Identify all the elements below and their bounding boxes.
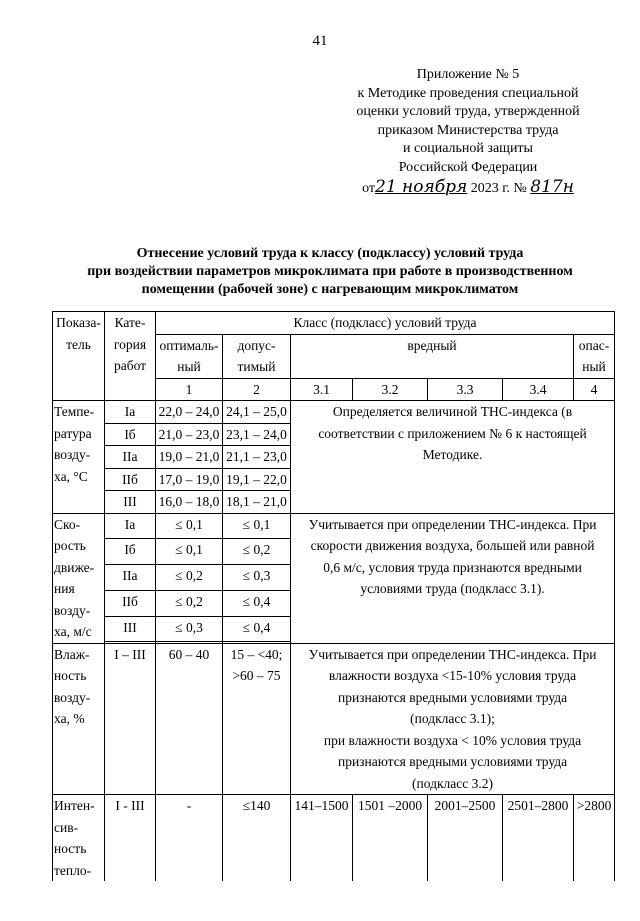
category-cell: I - III <box>105 795 156 882</box>
optimal-cell: 16,0 – 18,0 <box>156 491 223 514</box>
table-row <box>53 401 615 424</box>
label-text: возду- <box>54 602 91 618</box>
appendix-line: и социальной защиты <box>403 141 533 157</box>
header-text: Показа- <box>56 315 101 330</box>
category-cell: Iб <box>105 539 156 565</box>
permissible-cell: 24,1 – 25,0 <box>223 401 291 424</box>
header-num: 4 <box>574 378 615 401</box>
optimal-cell: - <box>156 795 223 882</box>
category-cell: I – III <box>105 643 156 795</box>
label-text: Интен- <box>54 798 95 813</box>
date-prefix: от <box>362 180 375 196</box>
header-optimal <box>156 334 223 378</box>
optimal-cell: ≤ 0,3 <box>156 616 223 642</box>
permissible-cell: ≤ 0,2 <box>223 539 291 565</box>
header-text: работ <box>113 358 147 373</box>
note-line: соответствии с приложением № 6 к настоящей <box>318 425 587 441</box>
label-text: рость <box>54 538 86 553</box>
note-line: Учитывается при определении ТНС-индекса. При <box>308 516 597 532</box>
permissible-cell: ≤ 0,4 <box>223 590 291 616</box>
category-cell: Iа <box>105 401 156 424</box>
note-line: условиями труда (подкласс 3.1). <box>360 581 545 596</box>
category-cell: III <box>105 616 156 642</box>
header-text: тимый <box>237 359 276 374</box>
header-indicator <box>53 312 105 401</box>
header-text: ный <box>177 359 201 374</box>
appendix-date-line <box>330 178 606 199</box>
header-text: Кате- <box>114 315 146 330</box>
header-permissible <box>223 334 291 378</box>
note-line: влажности воздуха <15-10% условия труда <box>328 668 577 683</box>
header-category <box>105 312 156 401</box>
header-text: тель <box>66 336 91 352</box>
handwritten-date: 21 ноября <box>375 176 468 197</box>
header-class-group: Класс (подкласс) условий труда <box>156 312 615 335</box>
label-text: движе- <box>54 559 95 575</box>
category-cell: III <box>105 491 156 514</box>
title-line: при воздействии параметров микроклимата при работе в производственном <box>87 264 573 279</box>
class-33-cell: 2001–2500 <box>428 795 503 882</box>
optimal-cell: 21,0 – 23,0 <box>156 423 223 446</box>
table-row <box>53 795 615 882</box>
speed-label <box>53 513 105 643</box>
appendix-line: Приложение № 5 <box>416 67 520 82</box>
permissible-line: 15 – <40; <box>230 646 283 662</box>
note-line: Учитывается при определении ТНС-индекса. При <box>308 646 597 662</box>
microclimate-table <box>52 311 615 881</box>
note-line: Определяется величиной ТНС-индекса (в <box>332 404 573 419</box>
appendix-line: Российской Федерации <box>398 159 538 175</box>
note-line: Методике. <box>422 447 483 462</box>
label-text: тепло- <box>54 862 92 878</box>
humidity-note <box>291 643 615 795</box>
permissible-cell: 19,1 – 22,0 <box>223 468 291 491</box>
table-row <box>53 513 615 539</box>
label-text: ратура <box>54 425 92 441</box>
document-title <box>40 245 620 299</box>
header-num: 2 <box>223 378 291 401</box>
header-text: опас- <box>578 337 610 353</box>
optimal-cell: 22,0 – 24,0 <box>156 401 223 424</box>
permissible-cell: ≤ 0,3 <box>223 565 291 591</box>
optimal-cell: 60 – 40 <box>156 643 223 795</box>
label-text: ность <box>54 841 87 856</box>
speed-note <box>291 513 615 643</box>
note-line: (подкласс 3.2) <box>412 775 494 791</box>
table-row <box>53 643 615 795</box>
class-4-cell: >2800 <box>574 795 615 882</box>
header-text: оптималь- <box>159 337 219 353</box>
temperature-label <box>53 401 105 514</box>
header-num: 3.3 <box>428 378 503 401</box>
note-line: при влажности воздуха < 10% условия труда <box>323 732 582 748</box>
note-line: скорости движения воздуха, большей или равной <box>310 538 595 553</box>
header-text: ный <box>582 359 606 374</box>
handwritten-order-number: 817н <box>530 176 574 197</box>
permissible-cell: 18,1 – 21,0 <box>223 491 291 514</box>
header-row <box>53 312 615 335</box>
appendix-line: к Методике проведения специальной <box>357 85 579 101</box>
label-text: ность <box>54 668 87 683</box>
appendix-line: оценки условий труда, утвержденной <box>356 104 580 120</box>
optimal-cell: ≤ 0,1 <box>156 513 223 539</box>
optimal-cell: ≤ 0,1 <box>156 539 223 565</box>
category-cell: IIб <box>105 590 156 616</box>
label-text: сив- <box>54 819 79 835</box>
temperature-note <box>291 401 615 514</box>
category-cell: IIб <box>105 468 156 491</box>
optimal-cell: ≤ 0,2 <box>156 590 223 616</box>
permissible-cell <box>223 643 291 795</box>
page-number: 41 <box>312 33 328 49</box>
label-text: возду- <box>54 689 91 705</box>
class-31-cell: 141–1500 <box>291 795 353 882</box>
date-suffix: 2023 г. № <box>470 180 527 196</box>
humidity-label <box>53 643 105 795</box>
note-line: признаются вредными условиями труда <box>337 754 568 769</box>
header-num: 3.4 <box>503 378 574 401</box>
header-text: гория <box>113 336 147 352</box>
optimal-cell: 17,0 – 19,0 <box>156 468 223 491</box>
label-text: Влаж- <box>54 646 90 662</box>
label-text: возду- <box>54 447 91 462</box>
label-text: Ско- <box>54 516 81 532</box>
label-text: ха, м/с <box>54 624 92 639</box>
header-num: 1 <box>156 378 223 401</box>
note-line: 0,6 м/с, условия труда признаются вредными <box>323 559 582 575</box>
category-cell: Iб <box>105 423 156 446</box>
label-text: ния <box>54 581 75 596</box>
category-cell: IIа <box>105 565 156 591</box>
optimal-cell: ≤ 0,2 <box>156 565 223 591</box>
class-32-cell: 1501 –2000 <box>353 795 428 882</box>
permissible-cell: ≤ 0,1 <box>223 513 291 539</box>
permissible-cell: 23,1 – 24,0 <box>223 423 291 446</box>
appendix-line: приказом Министерства труда <box>377 122 559 138</box>
optimal-cell: 19,0 – 21,0 <box>156 446 223 469</box>
permissible-line: >60 – 75 <box>232 668 281 683</box>
label-text: ха, % <box>54 711 85 726</box>
label-text: ха, °С <box>54 468 88 484</box>
header-harmful: вредный <box>291 334 574 378</box>
category-cell: IIа <box>105 446 156 469</box>
header-num: 3.1 <box>291 378 353 401</box>
title-line: помещении (рабочей зоне) с нагревающим микроклиматом <box>141 282 519 297</box>
header-num: 3.2 <box>353 378 428 401</box>
class-34-cell: 2501–2800 <box>503 795 574 882</box>
label-text: Темпе- <box>54 404 94 419</box>
header-dangerous <box>574 334 615 378</box>
title-line: Отнесение условий труда к классу (подклассу) условий труда <box>136 246 524 261</box>
note-line: признаются вредными условиями труда <box>337 689 568 705</box>
note-line: (подкласс 3.1); <box>410 711 495 726</box>
appendix-header <box>330 66 606 198</box>
permissible-cell: ≤ 0,4 <box>223 616 291 642</box>
permissible-cell: ≤140 <box>223 795 291 882</box>
header-text: допус- <box>237 337 276 353</box>
heat-label <box>53 795 105 882</box>
permissible-cell: 21,1 – 23,0 <box>223 446 291 469</box>
category-cell: Iа <box>105 513 156 539</box>
